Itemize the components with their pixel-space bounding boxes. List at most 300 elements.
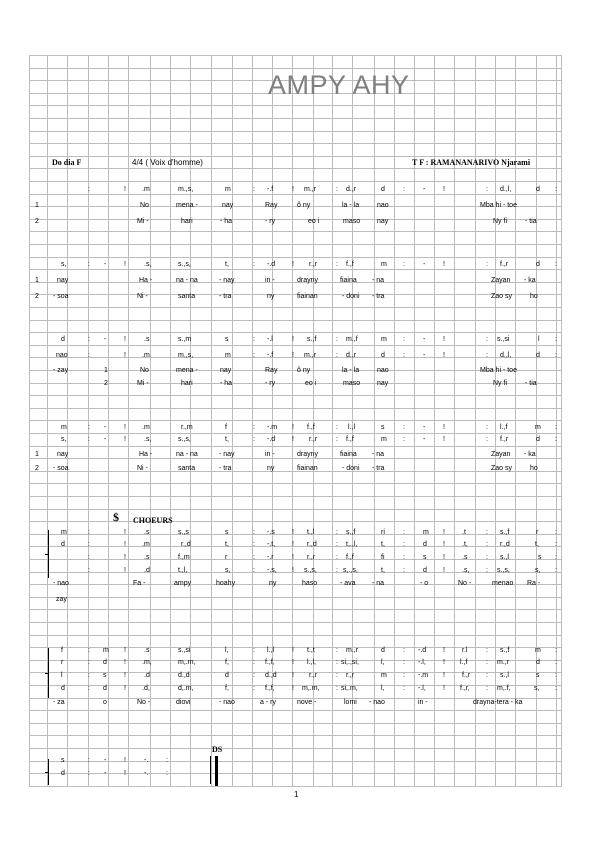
grid-hline bbox=[29, 55, 561, 56]
score-cell: .s, bbox=[144, 436, 152, 443]
score-cell: si,.m, bbox=[341, 685, 358, 692]
score-cell: - ha bbox=[220, 380, 233, 387]
score-cell: - bbox=[423, 352, 426, 359]
score-cell: eo i bbox=[308, 218, 320, 225]
grid-vline bbox=[332, 55, 333, 787]
score-cell: t, bbox=[225, 541, 229, 548]
score-cell: santa bbox=[178, 293, 196, 300]
grid-hline bbox=[29, 672, 561, 673]
score-cell: t,.,l, bbox=[346, 541, 358, 548]
score-cell: s.,si bbox=[497, 336, 510, 343]
score-cell: ! bbox=[292, 436, 294, 443]
score-cell: r.l bbox=[462, 647, 468, 654]
score-cell: s.,f bbox=[500, 647, 510, 654]
score-cell: : bbox=[403, 186, 405, 193]
score-cell: d bbox=[61, 541, 65, 548]
score-cell: .t, bbox=[462, 541, 468, 548]
score-cell: d bbox=[61, 336, 65, 343]
score-cell: d bbox=[536, 659, 540, 666]
score-cell: d.,d bbox=[265, 672, 277, 679]
grid-hline bbox=[29, 156, 561, 157]
score-cell: : bbox=[253, 541, 255, 548]
score-cell: -.r bbox=[267, 554, 274, 561]
grid-hline bbox=[29, 105, 561, 106]
score-cell: - tra bbox=[372, 465, 385, 472]
score-cell: ! bbox=[124, 770, 126, 777]
score-cell: ! bbox=[443, 647, 445, 654]
score-cell: t.,l bbox=[307, 529, 315, 536]
score-cell: .d, bbox=[142, 685, 150, 692]
score-cell: s bbox=[536, 672, 540, 679]
score-cell: Ha - bbox=[139, 277, 153, 284]
score-cell: -.l, bbox=[418, 685, 426, 692]
score-cell: l bbox=[61, 672, 63, 679]
score-cell: -.d bbox=[267, 436, 276, 443]
score-cell: ! bbox=[292, 541, 294, 548]
grid-hline bbox=[29, 143, 561, 144]
score-cell: ! bbox=[292, 186, 294, 193]
grid-hline bbox=[29, 168, 561, 169]
grid-hline bbox=[29, 685, 561, 686]
score-cell: s, bbox=[535, 567, 541, 574]
system-brace bbox=[48, 530, 49, 578]
score-cell: Zayan bbox=[491, 451, 511, 458]
score-cell: f.,f, bbox=[265, 659, 275, 666]
score-cell: m.,r bbox=[346, 647, 359, 654]
score-cell: s,.,s, bbox=[343, 567, 358, 574]
score-cell: ! bbox=[124, 554, 126, 561]
score-cell: : bbox=[336, 424, 338, 431]
score-cell: f.,r bbox=[500, 436, 509, 443]
score-cell: - na bbox=[372, 580, 385, 587]
grid-hline bbox=[29, 597, 561, 598]
score-cell: - soa bbox=[53, 293, 69, 300]
score-cell: - ha bbox=[220, 218, 233, 225]
score-cell: mena - bbox=[176, 202, 198, 209]
score-cell: Mba hi - toe bbox=[480, 367, 517, 374]
score-cell: ! bbox=[443, 685, 445, 692]
score-cell: m.,r bbox=[304, 352, 317, 359]
key-signature: Do dia F bbox=[52, 158, 82, 167]
score-cell: : bbox=[403, 436, 405, 443]
score-cell: No - bbox=[458, 580, 472, 587]
grid-hline bbox=[29, 559, 561, 560]
score-cell: menao bbox=[492, 580, 514, 587]
score-cell: : bbox=[88, 261, 90, 268]
score-cell: ! bbox=[292, 352, 294, 359]
score-cell: f.,f bbox=[346, 436, 354, 443]
score-cell: : bbox=[403, 647, 405, 654]
score-cell: la - la bbox=[342, 202, 360, 209]
score-cell: : bbox=[555, 336, 557, 343]
grid-hline bbox=[29, 735, 561, 736]
score-cell: ny bbox=[269, 580, 277, 587]
score-cell: hari bbox=[181, 218, 193, 225]
score-cell: ho bbox=[530, 293, 538, 300]
score-cell: r.,m bbox=[181, 424, 193, 431]
score-cell: .t bbox=[462, 529, 466, 536]
score-cell: No bbox=[140, 367, 149, 374]
score-cell: s.,f bbox=[500, 529, 510, 536]
score-cell: -.l, bbox=[418, 659, 426, 666]
score-cell: l, bbox=[225, 647, 229, 654]
score-cell: s, bbox=[61, 436, 67, 443]
score-cell: nay bbox=[377, 218, 389, 225]
score-cell: m.,s, bbox=[178, 186, 194, 193]
score-cell: : bbox=[403, 261, 405, 268]
score-cell: : bbox=[486, 352, 488, 359]
score-cell: s, bbox=[534, 685, 540, 692]
grid-vline bbox=[211, 55, 212, 787]
score-cell: s.,f bbox=[346, 529, 356, 536]
score-cell: - doni bbox=[342, 293, 360, 300]
score-cell: .m bbox=[142, 541, 150, 548]
segno-sign: $ bbox=[113, 510, 119, 524]
score-cell: ! bbox=[443, 261, 445, 268]
score-cell: r bbox=[536, 529, 539, 536]
score-cell: f.,f bbox=[307, 424, 315, 431]
score-cell: - ka bbox=[524, 451, 536, 458]
score-cell: ny bbox=[267, 293, 275, 300]
grid-hline bbox=[29, 761, 561, 762]
score-cell: nao bbox=[56, 352, 68, 359]
score-cell: zay bbox=[56, 596, 67, 603]
grid-hline bbox=[29, 458, 561, 459]
score-cell: s, bbox=[61, 261, 67, 268]
score-cell: : bbox=[486, 424, 488, 431]
score-cell: : bbox=[253, 336, 255, 343]
score-cell: f, bbox=[225, 659, 229, 666]
score-cell: d.,d bbox=[178, 672, 190, 679]
score-cell: m bbox=[61, 529, 67, 536]
score-cell: : bbox=[555, 261, 557, 268]
score-cell: : bbox=[88, 567, 90, 574]
score-cell: ny bbox=[267, 465, 275, 472]
score-cell: fiaina bbox=[340, 277, 357, 284]
score-cell: - tra bbox=[219, 293, 232, 300]
score-cell: : bbox=[88, 647, 90, 654]
score-cell: ! bbox=[292, 567, 294, 574]
score-cell: ! bbox=[124, 424, 126, 431]
score-cell: s bbox=[225, 529, 229, 536]
grid-hline bbox=[29, 395, 561, 396]
score-cell: : bbox=[336, 529, 338, 536]
score-cell: m.,r bbox=[304, 186, 317, 193]
score-cell: ! bbox=[443, 352, 445, 359]
score-cell: ampy bbox=[174, 580, 192, 587]
score-cell: 2 bbox=[35, 465, 39, 472]
score-cell: .m bbox=[142, 424, 150, 431]
score-cell: - bbox=[423, 424, 426, 431]
score-cell: fiainan bbox=[297, 293, 318, 300]
score-cell: la - la bbox=[342, 367, 360, 374]
score-cell: d bbox=[536, 352, 540, 359]
grid-hline bbox=[29, 546, 561, 547]
score-cell: : bbox=[555, 541, 557, 548]
score-cell: d.,r bbox=[346, 186, 357, 193]
score-cell: Fa - bbox=[133, 580, 146, 587]
system-brace bbox=[48, 648, 49, 698]
score-cell: s.,s bbox=[178, 529, 189, 536]
score-cell: maso bbox=[343, 380, 361, 387]
grid-hline bbox=[29, 257, 561, 258]
score-cell: mena - bbox=[176, 367, 198, 374]
score-cell: ! bbox=[124, 567, 126, 574]
score-cell: : bbox=[253, 567, 255, 574]
score-cell: Ha - bbox=[139, 451, 153, 458]
score-cell: d bbox=[536, 436, 540, 443]
barline-thin bbox=[210, 756, 211, 784]
grid-hline bbox=[29, 483, 561, 484]
score-cell: Mi - bbox=[137, 380, 149, 387]
score-cell: ! bbox=[443, 567, 445, 574]
score-cell: ! bbox=[292, 672, 294, 679]
grid-hline bbox=[29, 320, 561, 321]
score-cell: in - bbox=[265, 277, 275, 284]
score-cell: : bbox=[253, 261, 255, 268]
grid-hline bbox=[29, 622, 561, 623]
score-cell: nay bbox=[220, 367, 232, 374]
score-cell: drayny bbox=[297, 451, 319, 458]
score-cell: - bbox=[104, 770, 107, 777]
score-cell: f bbox=[61, 647, 63, 654]
score-cell: santa bbox=[178, 465, 196, 472]
page-number: 1 bbox=[294, 790, 299, 799]
grid-hline bbox=[29, 723, 561, 724]
score-cell: na - na bbox=[176, 277, 198, 284]
score-cell: m bbox=[535, 647, 541, 654]
score-cell: s.,s, bbox=[497, 567, 510, 574]
score-cell: 2 bbox=[35, 218, 39, 225]
score-cell: m bbox=[381, 436, 387, 443]
score-cell: : bbox=[336, 541, 338, 548]
score-cell: : bbox=[486, 336, 488, 343]
score-cell: Mba hi - toe bbox=[480, 202, 517, 209]
score-cell: ! bbox=[292, 647, 294, 654]
score-cell: d bbox=[381, 186, 385, 193]
score-cell: d.,l, bbox=[500, 352, 512, 359]
score-cell: : bbox=[336, 659, 338, 666]
grid-hline bbox=[29, 420, 561, 421]
score-cell: ! bbox=[124, 685, 126, 692]
score-cell: - ka bbox=[524, 277, 536, 284]
score-cell: m,.m, bbox=[178, 659, 196, 666]
score-cell: : bbox=[555, 647, 557, 654]
score-cell: -.d bbox=[418, 647, 427, 654]
score-cell: 1 bbox=[35, 202, 39, 209]
score-cell: ! bbox=[292, 554, 294, 561]
score-cell: : bbox=[555, 186, 557, 193]
score-cell: r.,r bbox=[309, 436, 318, 443]
score-cell: - bbox=[104, 436, 107, 443]
score-cell: 2 bbox=[104, 380, 108, 387]
score-cell: - bbox=[423, 261, 426, 268]
score-cell: - zay bbox=[53, 367, 69, 374]
score-cell: ! bbox=[443, 436, 445, 443]
score-cell: d bbox=[423, 541, 427, 548]
score-cell: : bbox=[336, 672, 338, 679]
score-cell: - tia bbox=[525, 380, 537, 387]
score-cell: : bbox=[336, 436, 338, 443]
grid-vline bbox=[29, 55, 30, 787]
score-cell: m.,r bbox=[497, 659, 510, 666]
score-cell: l.,l bbox=[267, 647, 274, 654]
score-cell: ! bbox=[292, 685, 294, 692]
grid-hline bbox=[29, 534, 561, 535]
grid-hline bbox=[29, 471, 561, 472]
score-cell: ! bbox=[124, 659, 126, 666]
score-cell: ! bbox=[292, 659, 294, 666]
score-cell: r.,r bbox=[309, 672, 318, 679]
score-cell: : bbox=[403, 567, 405, 574]
score-cell: l bbox=[538, 336, 540, 343]
score-cell: .s bbox=[144, 336, 150, 343]
score-cell: - tra bbox=[372, 293, 385, 300]
score-cell: : bbox=[486, 659, 488, 666]
score-cell: nove - bbox=[297, 699, 317, 706]
score-cell: -.s bbox=[267, 529, 275, 536]
score-cell: .m bbox=[142, 352, 150, 359]
score-cell: : bbox=[403, 352, 405, 359]
score-cell: d bbox=[61, 685, 65, 692]
score-cell: - ava bbox=[340, 580, 356, 587]
score-cell: : bbox=[88, 424, 90, 431]
score-cell: o bbox=[103, 699, 107, 706]
grid-hline bbox=[29, 219, 561, 220]
score-cell: nay bbox=[377, 380, 389, 387]
score-cell: Ny fi bbox=[493, 380, 507, 387]
meter-label: 4/4 ( Voix d'homme) bbox=[132, 158, 203, 167]
grid-hline bbox=[29, 521, 561, 522]
score-cell: s bbox=[423, 554, 427, 561]
score-cell: - bbox=[104, 757, 107, 764]
score-cell: : bbox=[253, 647, 255, 654]
score-cell: - ry bbox=[265, 380, 276, 387]
score-cell: - na bbox=[372, 451, 385, 458]
score-cell: : bbox=[166, 757, 168, 764]
score-cell: m bbox=[423, 529, 429, 536]
score-cell: ri bbox=[381, 529, 385, 536]
score-cell: : bbox=[403, 659, 405, 666]
score-cell: r.,r bbox=[346, 672, 355, 679]
score-cell: : bbox=[486, 672, 488, 679]
score-cell: - o bbox=[420, 580, 429, 587]
score-cell: - soa bbox=[53, 465, 69, 472]
score-cell: l.,f bbox=[500, 424, 508, 431]
score-cell: ! bbox=[124, 261, 126, 268]
grid-hline bbox=[29, 118, 561, 119]
score-cell: 2 bbox=[35, 293, 39, 300]
score-cell: .m bbox=[142, 186, 150, 193]
score-cell: d bbox=[536, 186, 540, 193]
score-cell: : bbox=[486, 186, 488, 193]
score-cell: f.,r, bbox=[460, 685, 470, 692]
score-cell: m.,s, bbox=[178, 352, 194, 359]
grid-hline bbox=[29, 68, 561, 69]
score-cell: : bbox=[555, 672, 557, 679]
score-cell: 1 bbox=[35, 451, 39, 458]
grid-hline bbox=[29, 194, 561, 195]
grid-hline bbox=[29, 635, 561, 636]
score-cell: ! bbox=[124, 436, 126, 443]
grid-hline bbox=[29, 294, 561, 295]
grid-hline bbox=[29, 446, 561, 447]
score-cell: f.,f bbox=[346, 261, 354, 268]
score-cell: r.,d bbox=[500, 541, 510, 548]
grid-hline bbox=[29, 357, 561, 358]
score-cell: s bbox=[61, 757, 65, 764]
score-cell: m bbox=[381, 672, 387, 679]
score-cell: : bbox=[88, 770, 90, 777]
score-cell: : bbox=[88, 336, 90, 343]
score-cell: si,.,si, bbox=[341, 659, 359, 666]
score-cell: : bbox=[88, 352, 90, 359]
score-cell: : bbox=[88, 659, 90, 666]
score-cell: : bbox=[253, 685, 255, 692]
score-cell: -.m bbox=[418, 672, 429, 679]
score-cell: ! bbox=[124, 186, 126, 193]
score-cell: ! bbox=[292, 261, 294, 268]
score-cell: : bbox=[88, 554, 90, 561]
score-cell: - bbox=[423, 336, 426, 343]
score-cell: : bbox=[336, 186, 338, 193]
score-cell: nao bbox=[377, 367, 389, 374]
grid-hline bbox=[29, 307, 561, 308]
score-cell: ! bbox=[292, 336, 294, 343]
score-cell: Ni - bbox=[137, 465, 148, 472]
score-cell: - za bbox=[53, 699, 65, 706]
score-cell: s bbox=[225, 336, 229, 343]
score-cell: : bbox=[336, 685, 338, 692]
score-cell: : bbox=[555, 659, 557, 666]
score-cell: f bbox=[225, 424, 227, 431]
score-cell: : bbox=[166, 770, 168, 777]
score-cell: ! bbox=[443, 659, 445, 666]
score-cell: -.l bbox=[267, 336, 273, 343]
score-cell: d bbox=[61, 770, 65, 777]
score-cell: : bbox=[486, 261, 488, 268]
grid-hline bbox=[29, 572, 561, 573]
score-cell: ! bbox=[124, 757, 126, 764]
grid-hline bbox=[29, 231, 561, 232]
score-cell: r bbox=[225, 554, 228, 561]
score-cell: ! bbox=[124, 672, 126, 679]
score-cell: f.,f, bbox=[265, 685, 275, 692]
score-cell: : bbox=[555, 567, 557, 574]
score-cell: s.,si bbox=[178, 647, 191, 654]
grid-hline bbox=[29, 244, 561, 245]
score-cell: : bbox=[555, 436, 557, 443]
score-cell: in - bbox=[265, 451, 275, 458]
grid-hline bbox=[29, 748, 561, 749]
score-cell: : bbox=[253, 186, 255, 193]
score-cell: - tia bbox=[525, 218, 537, 225]
score-cell: m bbox=[103, 647, 109, 654]
score-cell: l.,l, bbox=[307, 659, 316, 666]
score-cell: ! bbox=[124, 529, 126, 536]
score-cell: nay bbox=[57, 451, 69, 458]
score-cell: - na bbox=[372, 277, 385, 284]
grid-hline bbox=[29, 584, 561, 585]
score-cell: fi bbox=[381, 554, 385, 561]
score-cell: : bbox=[336, 261, 338, 268]
score-cell: diovi bbox=[176, 699, 191, 706]
score-cell: - tra bbox=[219, 465, 232, 472]
system-brace bbox=[48, 759, 49, 785]
score-cell: : bbox=[555, 352, 557, 359]
score-cell: t.,t bbox=[307, 647, 315, 654]
page-title: AMPY AHY bbox=[268, 70, 410, 100]
